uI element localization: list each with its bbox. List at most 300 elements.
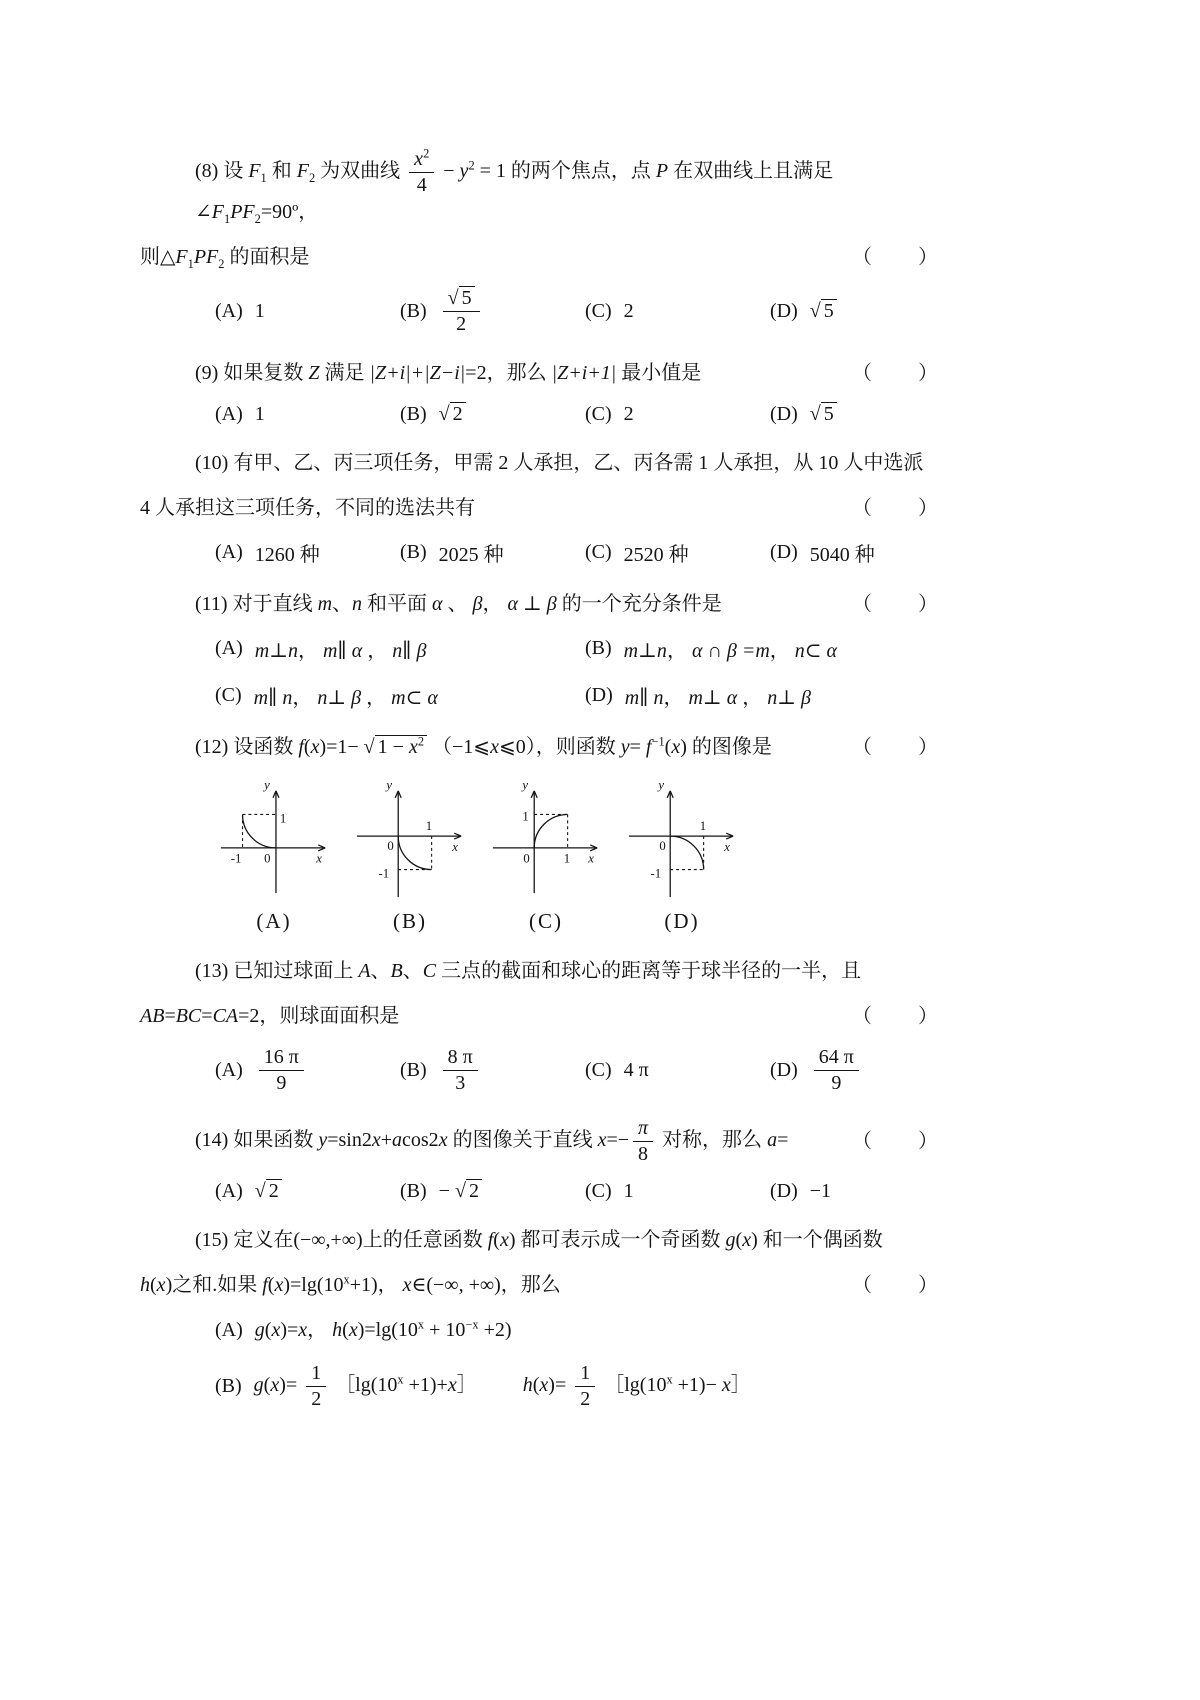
text-run: (15) 定义在(−∞,+∞)上的任意函数	[195, 1229, 488, 1251]
option-label: (C)	[215, 684, 242, 706]
math-var: f	[298, 736, 304, 758]
fraction	[443, 1046, 478, 1095]
option-d	[770, 1180, 831, 1203]
text-run: 9	[831, 1072, 842, 1094]
text-run: ) 的图像是	[680, 736, 772, 758]
option-a	[215, 538, 400, 567]
text-run: 、	[332, 593, 353, 615]
graph-d-plot	[623, 777, 741, 907]
math-var: x	[408, 736, 418, 758]
math-var: m⊥ α	[688, 687, 738, 709]
sqrt-expression	[255, 1179, 282, 1202]
option-body	[810, 300, 837, 323]
text-run: x	[343, 1272, 350, 1287]
text-run: 2	[254, 212, 261, 226]
text-run: ［lg(10	[599, 1374, 667, 1397]
text-run: 1	[311, 1362, 322, 1384]
option-body	[810, 538, 875, 567]
option-label: (A)	[215, 300, 243, 322]
math-var: m∥ n	[253, 687, 293, 709]
text-run: 1	[254, 403, 265, 425]
question-11	[140, 589, 940, 710]
origin-label: 0	[523, 851, 530, 866]
text-run: (	[150, 1274, 157, 1296]
option-body	[810, 403, 837, 426]
stem-text	[195, 1117, 789, 1165]
math-var: F	[248, 160, 261, 183]
option-label: (A)	[215, 1319, 243, 1341]
text-run: 的图像关于直线	[447, 1129, 598, 1152]
text-run: 1260 种	[254, 544, 320, 566]
math-var: CA	[212, 1005, 239, 1027]
radicand	[459, 286, 475, 309]
text-run: ，	[482, 593, 508, 615]
question-13	[140, 956, 940, 1095]
option-body	[255, 1315, 512, 1346]
text-run: 4 π	[623, 1059, 649, 1081]
options-row	[140, 1180, 940, 1203]
text-run: 2	[456, 313, 467, 335]
text-run: 1 −	[377, 736, 409, 758]
question-14	[140, 1117, 940, 1203]
options-row	[140, 538, 940, 567]
text-run: =	[777, 1129, 789, 1152]
radicand	[375, 735, 427, 758]
text-run: =90º，	[260, 201, 319, 223]
radicand	[450, 402, 466, 425]
option-d	[770, 1046, 863, 1095]
math-var: β	[472, 593, 483, 615]
option-b	[400, 287, 585, 336]
curve	[670, 836, 703, 869]
math-var: m⊥n	[254, 640, 299, 662]
text-run: 4	[416, 174, 427, 196]
math-var: x	[310, 736, 320, 758]
text-run: ］	[456, 1374, 477, 1397]
radical-sign: √	[438, 403, 450, 425]
math-var: x	[271, 1319, 281, 1341]
option-label: (C)	[585, 1180, 612, 1202]
graph-option-d	[623, 777, 741, 934]
text-run: ，	[769, 640, 795, 662]
option-label: (A)	[215, 1180, 243, 1202]
option-body	[255, 634, 427, 663]
option-body	[255, 300, 265, 323]
fraction-denominator	[443, 312, 480, 336]
math-var: n∥ β	[392, 640, 427, 662]
answer-bracket: （ ）	[852, 1130, 940, 1152]
text-run: 4 人承担这三项任务，不同的选法共有	[140, 497, 475, 519]
text-run: 2	[311, 1388, 322, 1410]
math-var: B	[390, 960, 403, 982]
graph-c-plot	[487, 777, 605, 907]
graph-a-plot	[215, 777, 333, 907]
fraction	[409, 148, 434, 197]
math-var: Z	[308, 362, 320, 384]
fraction-denominator	[633, 1142, 653, 1166]
option-d	[770, 538, 875, 567]
question-stem-line	[140, 956, 940, 987]
text-run: 1	[254, 300, 265, 322]
fraction-numerator	[443, 1046, 478, 1071]
math-var: AB	[140, 1005, 165, 1027]
text-run: +2)	[478, 1319, 512, 1341]
math-var: y	[620, 736, 630, 758]
text-run: −	[438, 1180, 455, 1202]
math-var: α ∩ β =m	[691, 640, 770, 662]
option-body	[625, 681, 811, 710]
math-var: g	[725, 1229, 736, 1251]
sqrt-expression	[448, 286, 475, 309]
answer-bracket: （ ）	[852, 736, 940, 758]
math-var: A	[358, 960, 371, 982]
stem-text	[195, 452, 923, 474]
question-stem-line	[140, 1270, 940, 1301]
option-body	[624, 634, 837, 663]
option-d	[770, 300, 837, 323]
fraction-denominator	[814, 1071, 859, 1095]
text-run: (	[263, 1374, 271, 1397]
text-run: 2	[308, 171, 316, 186]
sqrt-expression	[810, 402, 837, 425]
math-var: |Z+i|+|Z−i|	[369, 362, 466, 384]
option-a	[215, 1180, 400, 1203]
question-8	[140, 148, 940, 336]
math-var: x	[539, 1374, 549, 1397]
radicand	[466, 1179, 482, 1202]
math-var: g	[254, 1319, 265, 1341]
text-run: +1)，	[349, 1274, 403, 1296]
text-run: (8) 设	[195, 160, 249, 183]
option-label: (B)	[400, 1059, 427, 1081]
text-run: = 1 的两个焦点，点	[474, 160, 656, 183]
text-run: 三点的截面和球心的距离等于球半径的一半，且	[436, 960, 862, 982]
tick-label: 1	[522, 809, 529, 824]
text-run: 最小值是	[616, 362, 702, 384]
option-a	[215, 634, 585, 663]
y-axis-label: y	[658, 777, 665, 792]
fraction-denominator	[259, 1071, 304, 1095]
math-var: f	[645, 736, 652, 758]
text-run: ］	[730, 1374, 751, 1397]
stem-text	[195, 593, 722, 615]
text-run: (12) 设函数	[195, 736, 299, 758]
math-var: m∥ n	[624, 687, 664, 709]
text-run: =2，则球面面积是	[238, 1005, 400, 1027]
option-body	[810, 1046, 863, 1095]
question-stem-line	[140, 1001, 940, 1032]
text-run: =	[164, 1005, 176, 1027]
answer-graphs-row	[140, 777, 940, 934]
text-run: 5	[461, 287, 472, 309]
option-label: (D)	[770, 541, 798, 563]
sqrt-expression	[810, 299, 837, 322]
answer-bracket: （ ）	[852, 1274, 940, 1296]
question-stem-line	[140, 732, 940, 763]
math-var: PF	[193, 246, 219, 268]
options-row	[140, 1046, 940, 1095]
options-grid	[140, 634, 940, 710]
option-body	[254, 681, 438, 710]
sqrt-expression	[455, 1179, 482, 1202]
fraction-denominator	[443, 1071, 478, 1095]
math-var: x	[438, 1129, 448, 1152]
math-var: m⊂ α	[391, 687, 438, 709]
text-run: 和平面	[362, 593, 433, 615]
option-c	[585, 403, 770, 426]
option-label: (D)	[770, 403, 798, 425]
math-var: π	[638, 1117, 649, 1139]
text-run: )=lg(10	[283, 1274, 344, 1296]
graph-option-a	[215, 777, 333, 934]
x-axis-label: x	[588, 851, 594, 866]
math-var: m∥ α	[323, 640, 363, 662]
question-stem-line	[140, 448, 940, 479]
question-stem-line	[140, 493, 940, 524]
curve	[243, 814, 276, 847]
text-run: (	[493, 1229, 500, 1251]
text-run: (10) 有甲、乙、丙三项任务，甲需 2 人承担，乙、丙各需 1 人承担，从 10 人中选派	[195, 452, 924, 474]
option-label: (A)	[215, 637, 243, 659]
tick-label: -1	[230, 851, 242, 866]
radicand	[821, 299, 837, 322]
fraction	[633, 1117, 653, 1166]
text-run: x	[417, 1317, 425, 1332]
radical-sign: √	[447, 287, 459, 309]
text-run: 的面积是	[224, 246, 310, 268]
text-run: 对称，那么	[657, 1129, 768, 1152]
option-label: (B)	[400, 1180, 427, 1202]
math-var: n⊥ β	[767, 687, 811, 709]
stem-text	[195, 736, 772, 758]
text-run: ［lg(10	[330, 1374, 398, 1397]
text-run: ，	[361, 687, 392, 709]
option-label: (C)	[585, 541, 612, 563]
text-run: （−1⩽	[427, 736, 491, 758]
text-run: 5	[823, 300, 834, 322]
math-var: PF	[230, 201, 255, 223]
text-run: (	[532, 1374, 540, 1397]
option-body	[624, 538, 689, 567]
option-c	[585, 1059, 770, 1082]
text-run: 的一个充分条件是	[556, 593, 722, 615]
math-var: g	[253, 1374, 264, 1397]
math-var: BC	[175, 1005, 202, 1027]
sqrt-expression	[439, 402, 466, 425]
fraction-numerator	[575, 1362, 595, 1387]
text-run: (	[267, 1274, 275, 1296]
text-run: ，	[737, 687, 768, 709]
text-run: ) 和一个偶函数	[751, 1229, 883, 1251]
option-d	[770, 403, 837, 426]
math-var: n	[352, 593, 363, 615]
math-var: f	[262, 1274, 268, 1296]
option-label: (C)	[585, 403, 612, 425]
math-var: m⊥n	[623, 640, 667, 662]
fraction-denominator	[409, 173, 434, 197]
text-run: 1	[187, 257, 194, 271]
question-stem-line	[140, 1117, 940, 1166]
option-c	[585, 300, 770, 323]
text-run: 2	[580, 1388, 591, 1410]
fraction	[575, 1362, 595, 1411]
text-run: 64 π	[818, 1046, 854, 1068]
options-row	[140, 403, 940, 426]
text-run: ∈(−∞, +∞)，那么	[411, 1274, 561, 1296]
text-run: =	[201, 1005, 213, 1027]
text-run: (14) 如果函数	[195, 1129, 319, 1152]
option-a	[215, 403, 400, 426]
option-a	[215, 300, 400, 323]
text-run: 8 π	[447, 1046, 473, 1068]
text-run: 2025 种	[438, 544, 504, 566]
text-run: 2	[417, 734, 425, 749]
math-var: α	[432, 593, 443, 615]
option-d	[585, 681, 940, 710]
option-label: (B)	[400, 403, 427, 425]
text-run: 8	[638, 1143, 649, 1165]
tick-label: 1	[425, 819, 433, 834]
text-run: ，	[362, 640, 393, 662]
fraction-denominator	[306, 1387, 326, 1411]
fraction-numerator	[409, 148, 434, 173]
math-var: y	[318, 1129, 328, 1152]
fraction-numerator	[443, 287, 480, 312]
option-body	[624, 1059, 649, 1082]
radicand	[821, 402, 837, 425]
answer-bracket: （ ）	[852, 497, 940, 519]
math-var: h	[332, 1319, 343, 1341]
math-var: x	[371, 1129, 381, 1152]
tick-label: -1	[378, 866, 390, 881]
option-body	[439, 403, 466, 426]
radical-sign: √	[809, 403, 821, 425]
option-label: (D)	[770, 1180, 798, 1202]
text-run: 1	[223, 212, 231, 226]
option-body	[439, 1046, 482, 1095]
math-var: x	[156, 1274, 166, 1296]
text-run: +1)−	[672, 1374, 722, 1397]
radicand	[266, 1179, 282, 1202]
text-run: 2520 种	[623, 544, 689, 566]
text-run: 5040 种	[809, 544, 875, 566]
radical-sign: √	[363, 736, 375, 758]
curve	[534, 814, 567, 847]
fraction	[443, 287, 480, 336]
stem-text	[195, 960, 861, 982]
text-run: )=	[279, 1374, 303, 1397]
option-b	[400, 1046, 585, 1095]
tick-label: 1	[279, 811, 287, 826]
math-var: a	[392, 1129, 403, 1152]
math-var: F	[175, 246, 188, 268]
text-run: 9	[276, 1072, 287, 1094]
option-label: (D)	[770, 1059, 798, 1081]
text-run: )=1−	[319, 736, 364, 758]
option-label: (D)	[770, 300, 798, 322]
math-var: x	[274, 1274, 284, 1296]
option-body	[624, 300, 634, 323]
math-var: a	[767, 1129, 778, 1152]
text-run: −1	[809, 1180, 832, 1202]
math-var: n⊥ β	[317, 687, 362, 709]
math-var: x	[348, 1319, 358, 1341]
text-run: 1	[580, 1362, 591, 1384]
stem-text	[195, 1229, 883, 1251]
math-var: h	[522, 1374, 533, 1397]
text-run: 在双曲线上且满足∠	[195, 160, 834, 223]
question-stem-line	[140, 358, 940, 389]
text-run: 2	[468, 1180, 479, 1202]
text-run: 3	[455, 1072, 466, 1094]
text-run: 、	[402, 960, 423, 982]
question-10	[140, 448, 940, 567]
option-a	[140, 1315, 940, 1346]
math-var: x	[414, 148, 424, 170]
answer-bracket: （ ）	[852, 593, 940, 615]
question-stem-line	[140, 242, 940, 273]
option-a	[215, 1046, 400, 1095]
text-run: 则△	[140, 246, 176, 268]
graph-caption: (B)	[393, 909, 427, 933]
sqrt-expression	[364, 735, 427, 758]
math-var: x	[298, 1319, 308, 1341]
text-run: (	[342, 1319, 349, 1341]
text-run: )=lg(10	[357, 1319, 418, 1341]
text-run: + 10	[424, 1319, 466, 1341]
question-stem-line	[140, 589, 940, 620]
text-run: (9) 如果复数	[195, 362, 309, 384]
option-body	[439, 287, 484, 336]
math-var: C	[422, 960, 437, 982]
math-var: x	[490, 736, 499, 758]
option-body	[255, 1180, 282, 1203]
text-run: ⩽0），则函数	[498, 736, 621, 758]
question-stem-line	[140, 1225, 940, 1256]
tick-label: 1	[699, 819, 707, 834]
origin-label: 0	[264, 851, 271, 866]
math-var: x	[597, 1129, 607, 1152]
fraction	[306, 1362, 326, 1411]
fraction	[259, 1046, 304, 1095]
option-label: (D)	[585, 684, 613, 706]
math-var: F	[296, 160, 309, 183]
options-row	[140, 287, 940, 336]
question-15	[140, 1225, 940, 1411]
text-run: +1)+	[403, 1374, 448, 1397]
stem-text	[140, 497, 475, 519]
tick-label: 1	[563, 851, 571, 866]
text-run: =2，那么	[465, 362, 552, 384]
option-c	[215, 681, 585, 710]
option-body	[810, 1180, 831, 1203]
option-body	[254, 1362, 751, 1411]
text-run: 、	[442, 593, 473, 615]
text-run: 2	[623, 403, 634, 425]
option-c	[585, 538, 770, 567]
text-run: x	[397, 1372, 404, 1387]
y-axis-label: y	[386, 777, 393, 792]
math-var: x	[721, 1374, 731, 1397]
exam-content	[140, 148, 940, 1427]
fraction-numerator	[633, 1117, 653, 1142]
option-b	[400, 403, 585, 426]
graph-b-plot	[351, 777, 469, 907]
stem-text	[140, 1274, 561, 1296]
math-var: x	[447, 1374, 457, 1397]
math-var: x	[499, 1229, 509, 1251]
text-run: 2	[423, 146, 430, 161]
